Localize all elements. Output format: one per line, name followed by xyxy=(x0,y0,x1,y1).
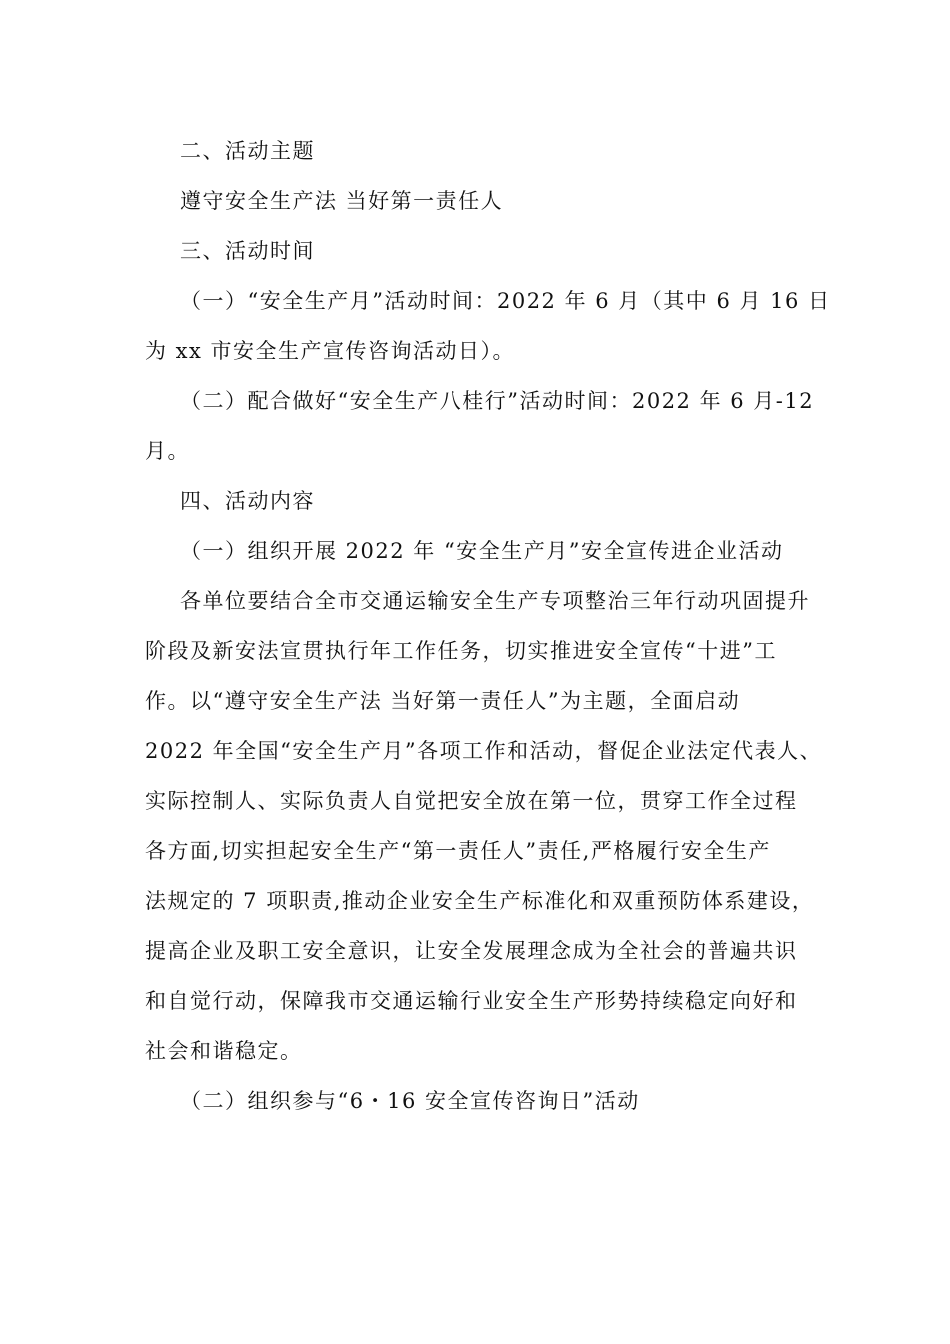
time-item-2-line-2: 月。 xyxy=(145,439,190,463)
section-heading-theme: 二、活动主题 xyxy=(180,139,315,163)
section-heading-content: 四、活动内容 xyxy=(180,489,315,513)
time-item-1-line-1: （一）“安全生产月”活动时间：2022 年 6 月（其中 6 月 16 日 xyxy=(180,289,831,313)
paragraph-line: 法规定的 7 项职责,推动企业安全生产标准化和双重预防体系建设， xyxy=(145,889,815,913)
paragraph-line: 作。以“遵守安全生产法 当好第一责任人”为主题，全面启动 xyxy=(145,689,741,713)
paragraph-line: 2022 年全国“安全生产月”各项工作和活动，督促企业法定代表人、 xyxy=(145,739,823,763)
paragraph-line: 各单位要结合全市交通运输安全生产专项整治三年行动巩固提升 xyxy=(180,589,810,613)
time-item-1-line-2: 为 xx 市安全生产宣传咨询活动日）。 xyxy=(145,339,516,363)
content-item-1-heading: （一）组织开展 2022 年 “安全生产月”安全宣传进企业活动 xyxy=(180,539,784,563)
content-item-2-heading: （二）组织参与“6・16 安全宣传咨询日”活动 xyxy=(180,1089,640,1113)
section-heading-time: 三、活动时间 xyxy=(180,239,315,263)
paragraph-line: 各方面,切实担起安全生产“第一责任人”责任,严格履行安全生产 xyxy=(145,839,771,863)
paragraph-line: 社会和谐稳定。 xyxy=(145,1039,303,1063)
paragraph-line: 实际控制人、实际负责人自觉把安全放在第一位，贯穿工作全过程 xyxy=(145,789,798,813)
paragraph-line: 提高企业及职工安全意识，让安全发展理念成为全社会的普遍共识 xyxy=(145,939,798,963)
paragraph-line: 阶段及新安法宣贯执行年工作任务，切实推进安全宣传“十进”工 xyxy=(145,639,777,663)
paragraph-line: 和自觉行动，保障我市交通运输行业安全生产形势持续稳定向好和 xyxy=(145,989,798,1013)
theme-text: 遵守安全生产法 当好第一责任人 xyxy=(180,189,504,213)
time-item-2-line-1: （二）配合做好“安全生产八桂行”活动时间：2022 年 6 月-12 xyxy=(180,389,815,413)
